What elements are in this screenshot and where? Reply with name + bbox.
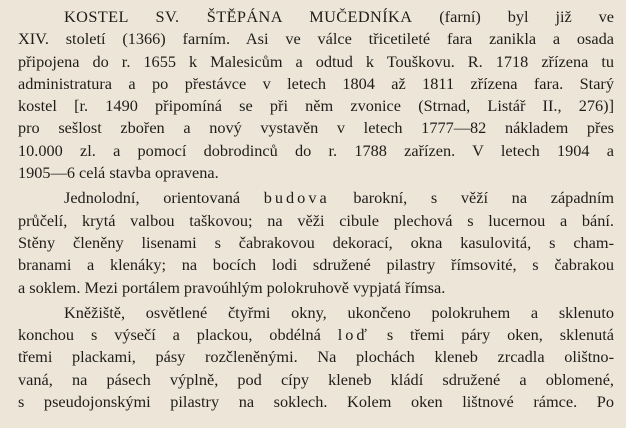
text-line: 10.000 zl. a pomocí dobrodinců do r. 1788 zařízen. V letech 1904 a <box>18 140 614 160</box>
text-line: KOSTEL SV. ŠTĚPÁNA MUČEDNÍKA (farní) byl již ve <box>64 7 614 26</box>
text-line: vaná, na pásech výplně, pod cípy kleneb kládí sdružené a oblomené, <box>18 369 614 389</box>
church-heading: KOSTEL SV. ŠTĚPÁNA MUČEDNÍKA <box>64 7 413 26</box>
text-line: pro sešlost zbořen a nový vystavěn v letech 1777—82 nákladem přes <box>18 118 614 138</box>
text-line: Stěny členěny lisenami s čabrakovou dekorací, okna kasulovitá, s cham- <box>18 232 614 252</box>
text-line: kostel [r. 1490 připomíná se při něm zvonice (Strnad, Listář II., 276)] <box>18 96 614 116</box>
text-line: XIV. století (1366) farním. Asi ve válce třicetileté fara zanikla a osada <box>18 29 614 49</box>
spaced-term: loď <box>337 325 370 345</box>
text-line: průčelí, krytá valbou taškovou; na věži cibule plechová s lucernou a bání. <box>18 210 614 230</box>
paragraph-presbytery <box>18 302 614 413</box>
text-line: 1905—6 celá stavba opravena. <box>18 163 219 183</box>
text-line: Kněžiště, osvětlené čtyřmi okny, ukončeno polokruhem a sklenuto <box>64 302 614 322</box>
text-line: Jednolodní, orientovaná budova barokní, s věží na západním <box>64 188 615 208</box>
text-line: s pseudojonskými pilastry na soklech. Kolem oken lištnové rámce. Po <box>18 392 614 412</box>
paragraph-building <box>18 187 614 298</box>
text-line: třemi plackami, pásy rozčleněnými. Na plochách kleneb zrcadla olištno- <box>18 347 614 367</box>
text-line: konchou s výsečí a plackou, obdélná loď s třemi páry oken, sklenutá <box>18 325 615 345</box>
paragraph-history <box>18 6 614 184</box>
text-line: branami a klenáky; na bocích lodi sdružené pilastry římsovité, s čabrakou <box>18 255 614 275</box>
text-line: administratura a po přestávce v letech 1804 až 1811 zřízena fara. Starý <box>18 73 614 93</box>
spaced-term: budova <box>263 188 330 208</box>
text-line: připojena do r. 1655 k Malesicům a odtud k Touškovu. R. 1718 zřízena tu <box>18 51 614 71</box>
text-line: a soklem. Mezi portálem pravoúhlým polokruhově vypjatá římsa. <box>18 277 446 297</box>
